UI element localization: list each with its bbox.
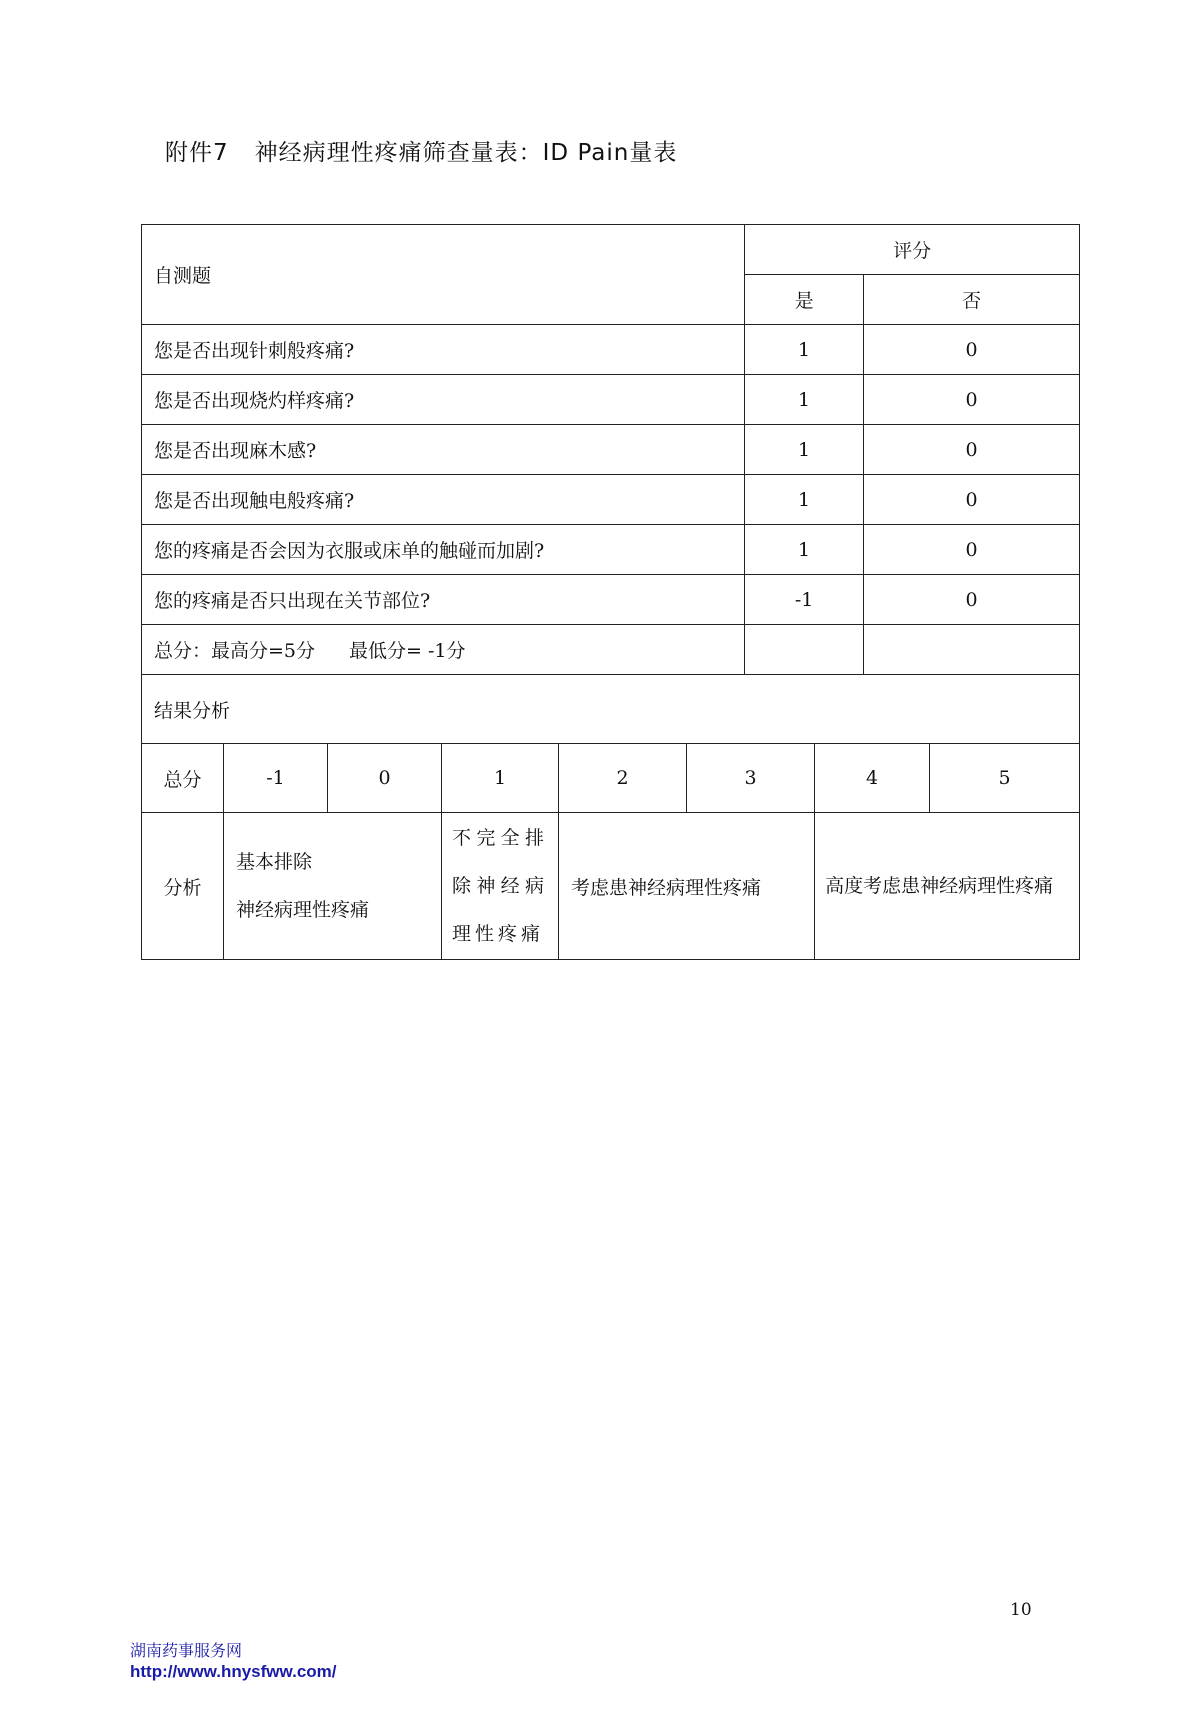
no-total-blank: [864, 625, 1080, 675]
analysis-rule-out-line1: 基本排除: [236, 851, 313, 873]
max-score-text: 总分：最高分=5分: [154, 640, 316, 662]
yes-score: 1: [745, 375, 864, 425]
question-text: 您是否出现触电般疼痛?: [142, 475, 745, 525]
total-score-label: [142, 625, 745, 675]
id-pain-table: [141, 224, 1080, 960]
score-value: 2: [559, 744, 687, 813]
score-value: 1: [442, 744, 559, 813]
no-score: 0: [864, 575, 1080, 625]
score-value: 3: [687, 744, 815, 813]
question-header: 自测题: [142, 225, 745, 325]
no-header: 否: [864, 275, 1080, 325]
yes-score: 1: [745, 525, 864, 575]
question-text: 您是否出现针刺般疼痛?: [142, 325, 745, 375]
question-row: [142, 575, 1080, 625]
page-number: 10: [1010, 1600, 1032, 1620]
no-score: 0: [864, 525, 1080, 575]
footer-site-link[interactable]: http://www.hnysfww.com/: [130, 1662, 337, 1681]
analysis-consider: 考虑患神经病理性疼痛: [559, 813, 815, 960]
no-score: 0: [864, 375, 1080, 425]
no-score: 0: [864, 425, 1080, 475]
question-text: 您是否出现烧灼样疼痛?: [142, 375, 745, 425]
page-title: [165, 134, 677, 167]
footer-site: [130, 1640, 337, 1682]
score-value: 5: [930, 744, 1080, 813]
title-text: 神经病理性疼痛筛查量表：ID Pain量表: [254, 140, 678, 166]
question-text: 您是否出现麻木感?: [142, 425, 745, 475]
question-text: 您的疼痛是否只出现在关节部位?: [142, 575, 745, 625]
yes-score: 1: [745, 325, 864, 375]
total-row: [142, 625, 1080, 675]
analysis-row: [142, 813, 1080, 960]
score-header: 评分: [745, 225, 1080, 275]
score-value: -1: [224, 744, 328, 813]
title-prefix: 附件7: [165, 140, 229, 166]
yes-total-blank: [745, 625, 864, 675]
result-section-label: 结果分析: [142, 675, 1080, 744]
analysis-rule-out: [224, 813, 442, 960]
analysis-highly-consider: 高度考虑患神经病理性疼痛: [815, 813, 1080, 960]
question-row: [142, 525, 1080, 575]
min-score-text: 最低分= -1分: [349, 640, 466, 662]
question-row: [142, 475, 1080, 525]
score-range-row: [142, 744, 1080, 813]
no-score: 0: [864, 325, 1080, 375]
analysis-rule-out-line2: 神经病理性疼痛: [236, 899, 370, 921]
question-text: 您的疼痛是否会因为衣服或床单的触碰而加剧?: [142, 525, 745, 575]
yes-score: 1: [745, 425, 864, 475]
yes-header: 是: [745, 275, 864, 325]
analysis-not-rule-out: 不完全排除神经病理性疼痛: [442, 813, 559, 960]
yes-score: 1: [745, 475, 864, 525]
question-row: [142, 325, 1080, 375]
score-value: 4: [815, 744, 930, 813]
result-section-row: [142, 675, 1080, 744]
total-score-header: 总分: [142, 744, 224, 813]
score-value: 0: [328, 744, 442, 813]
question-row: [142, 425, 1080, 475]
no-score: 0: [864, 475, 1080, 525]
yes-score: -1: [745, 575, 864, 625]
footer-site-name: 湖南药事服务网: [130, 1641, 243, 1660]
question-row: [142, 375, 1080, 425]
analysis-header: 分析: [142, 813, 224, 960]
